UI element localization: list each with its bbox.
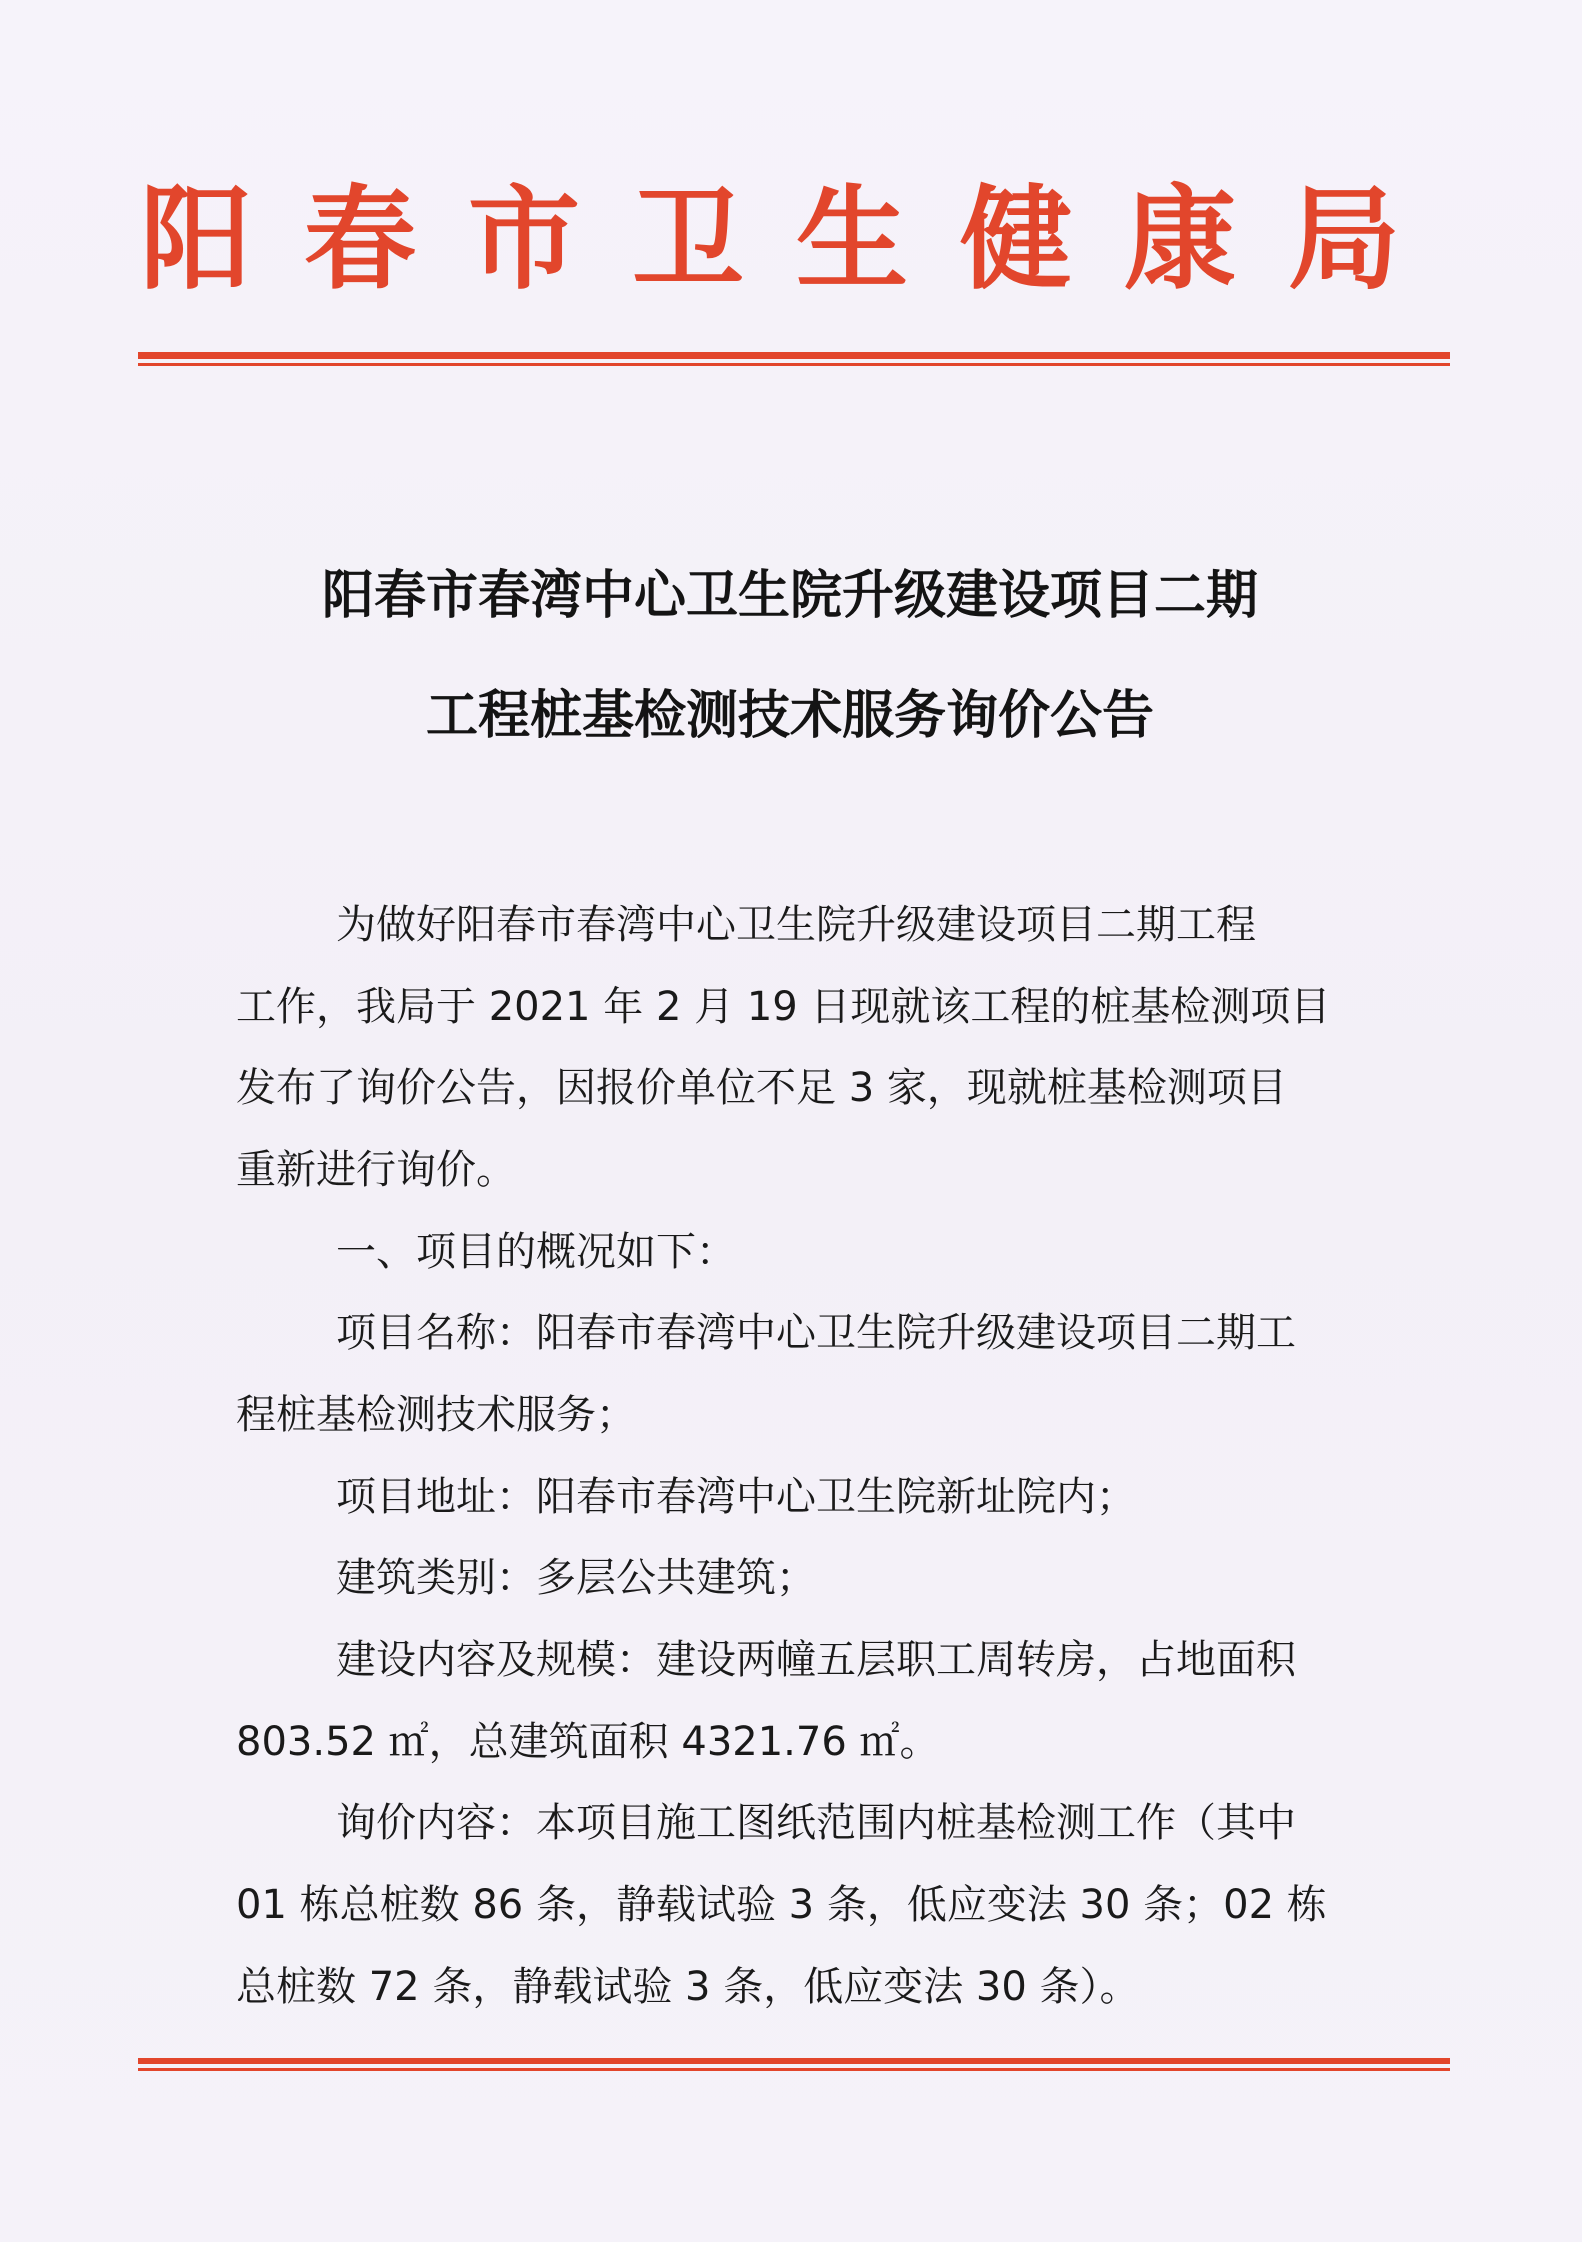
document-title-line-1: 阳春市春湾中心卫生院升级建设项目二期: [321, 566, 1258, 626]
letterhead-char: 阳: [140, 174, 252, 305]
divider-thick-line: [138, 2058, 1450, 2064]
divider-thin-line: [138, 2068, 1450, 2071]
letterhead-char: 春: [304, 174, 416, 305]
letterhead-char: 康: [1124, 174, 1236, 305]
document-title-line-2: 工程桩基检测技术服务询价公告: [425, 686, 1154, 746]
divider-thick-line: [138, 352, 1450, 359]
body-line: 程桩基检测技术服务；: [236, 1392, 636, 1438]
letterhead-char: 生: [796, 174, 908, 305]
body-line: 总桩数 72 条，静载试验 3 条，低应变法 30 条）。: [236, 1964, 1140, 2010]
letterhead-char: 健: [960, 174, 1072, 305]
body-line: 建筑类别：多层公共建筑；: [336, 1555, 816, 1601]
body-line: 一、项目的概况如下：: [336, 1229, 736, 1275]
body-line: 为做好阳春市春湾中心卫生院升级建设项目二期工程: [336, 902, 1256, 948]
letterhead-divider: [138, 352, 1450, 370]
letterhead-char: 局: [1288, 174, 1400, 305]
body-line: 01 栋总桩数 86 条，静载试验 3 条，低应变法 30 条；02 栋: [236, 1882, 1327, 1928]
body-line: 询价内容：本项目施工图纸范围内桩基检测工作（其中: [336, 1800, 1296, 1846]
body-line: 建设内容及规模：建设两幢五层职工周转房，占地面积: [336, 1637, 1296, 1683]
body-line: 发布了询价公告，因报价单位不足 3 家，现就桩基检测项目: [236, 1065, 1287, 1111]
divider-thin-line: [138, 363, 1450, 366]
body-line: 项目地址：阳春市春湾中心卫生院新址院内；: [336, 1474, 1136, 1520]
body-line: 工作，我局于 2021 年 2 月 19 日现就该工程的桩基检测项目: [236, 984, 1331, 1030]
letterhead-title: [140, 170, 1400, 310]
letterhead-char: 卫: [632, 174, 744, 305]
body-line: 重新进行询价。: [236, 1147, 516, 1193]
letterhead-char: 市: [468, 174, 580, 305]
body-line: 项目名称：阳春市春湾中心卫生院升级建设项目二期工: [336, 1310, 1296, 1356]
footer-divider: [138, 2058, 1450, 2076]
body-line: 803.52 ㎡，总建筑面积 4321.76 ㎡。: [236, 1719, 940, 1765]
